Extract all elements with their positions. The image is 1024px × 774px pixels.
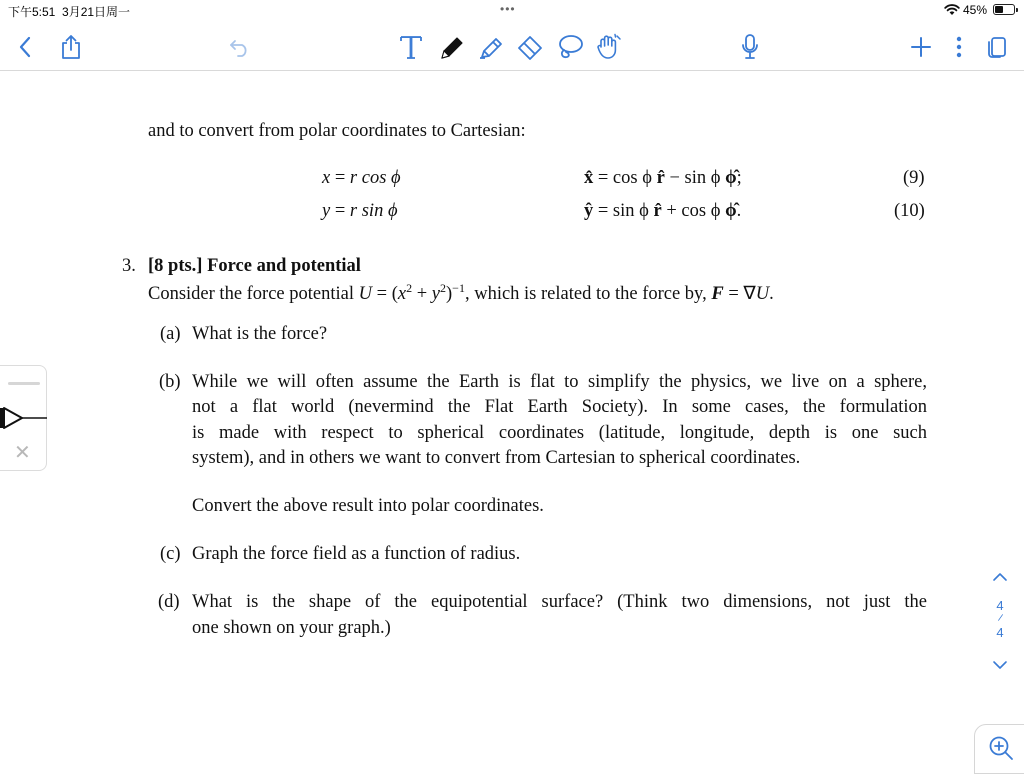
current-page-number: 4 (996, 598, 1004, 613)
hand-icon (595, 33, 623, 61)
equation-10-right: ŷ = sin ϕ r̂ + cos ϕ ϕ̂. (584, 201, 742, 221)
equation-number-10: (10) (894, 201, 925, 221)
problem-number: 3. (122, 256, 136, 276)
lasso-icon (556, 33, 584, 61)
eraser-tool-button[interactable] (515, 32, 545, 62)
page-navigator (984, 570, 1016, 670)
problem-statement: Consider the force potential $U = (x^2 + y^2)^{-1}$, which is related to the force by, F = ∇U. (148, 281, 774, 305)
equation-9-right: x̂ = cos ϕ r̂ − sin ϕ ϕ̂; (584, 168, 742, 188)
pen-icon (438, 34, 466, 60)
microphone-icon (740, 33, 760, 61)
equation-9-left: x = r cos ϕ (322, 168, 401, 188)
battery-percent: 45% (963, 3, 988, 17)
part-d-line-1: What is the shape of the equipotential surface? (Think two dimensions, not just the (192, 592, 927, 612)
hand-tool-button[interactable] (594, 32, 624, 62)
toolbar (0, 24, 1024, 71)
play-marker-icon[interactable] (0, 406, 47, 430)
more-vertical-icon (955, 35, 963, 59)
part-c-label: (c) (160, 544, 181, 564)
problem-title: [8 pts.] Force and potential (148, 256, 361, 276)
document-content (0, 71, 1024, 768)
close-icon[interactable]: ✕ (14, 440, 31, 464)
page-separator: / (996, 612, 1004, 625)
text-tool-icon (399, 34, 423, 60)
part-b-line-2: not a flat world (nevermind the Flat Earth Society). In some cases, the formulation (192, 397, 927, 417)
part-d-line-2: one shown on your graph.) (192, 618, 391, 638)
wifi-icon (944, 4, 960, 16)
panel-drag-handle[interactable] (8, 382, 40, 385)
part-c-text: Graph the force field as a function of radius. (192, 544, 521, 564)
share-icon (60, 34, 82, 60)
clock-date: 3月21日周一 (62, 5, 131, 19)
undo-icon (229, 37, 251, 57)
pen-tool-button[interactable] (437, 32, 467, 62)
chevron-left-icon (18, 36, 32, 58)
total-pages: 4 (996, 625, 1004, 640)
equation-10-left: y = r sin ϕ (322, 201, 398, 221)
part-b-line-3: is made with respect to spherical coordinates (latitude, longitude, depth is one such (192, 423, 927, 443)
document-page[interactable] (0, 71, 1024, 768)
part-b-instruction: Convert the above result into polar coordinates. (192, 496, 544, 516)
status-bar (0, 0, 1024, 22)
part-b-line-1: While we will often assume the Earth is flat to simplify the physics, we live on a sphere, (192, 372, 927, 392)
back-button[interactable] (10, 32, 40, 62)
zoom-button[interactable] (974, 724, 1024, 774)
part-b-line-4: system), and in others we want to convert from Cartesian to spherical coordinates. (192, 448, 801, 468)
zoom-in-icon (988, 735, 1014, 761)
battery-icon (993, 4, 1015, 15)
lasso-tool-button[interactable] (555, 32, 585, 62)
part-d-label: (d) (158, 592, 180, 612)
battery-fill (995, 6, 1003, 13)
add-button[interactable] (906, 32, 936, 62)
plus-icon (910, 36, 932, 58)
part-a-text: What is the force? (192, 324, 328, 344)
highlighter-tool-button[interactable] (476, 32, 506, 62)
chevron-down-icon[interactable] (992, 660, 1008, 670)
pages-button[interactable] (982, 32, 1012, 62)
multitasking-dots[interactable]: ••• (500, 2, 516, 16)
chevron-up-icon[interactable] (992, 572, 1008, 582)
eraser-icon (516, 34, 544, 60)
intro-text: and to convert from polar coordinates to Cartesian: (148, 121, 526, 141)
part-b-label: (b) (159, 372, 181, 392)
microphone-button[interactable] (735, 32, 765, 62)
more-button[interactable] (944, 32, 974, 62)
clock-time: 下午5:51 (8, 5, 56, 19)
floating-tool-panel[interactable] (0, 365, 47, 471)
pages-icon (986, 35, 1008, 59)
part-a-label: (a) (160, 324, 181, 344)
equation-number-9: (9) (903, 168, 925, 188)
highlighter-icon (477, 34, 505, 60)
status-time (8, 3, 130, 20)
text-tool-button[interactable] (396, 32, 426, 62)
share-button[interactable] (56, 32, 86, 62)
undo-button[interactable] (225, 32, 255, 62)
